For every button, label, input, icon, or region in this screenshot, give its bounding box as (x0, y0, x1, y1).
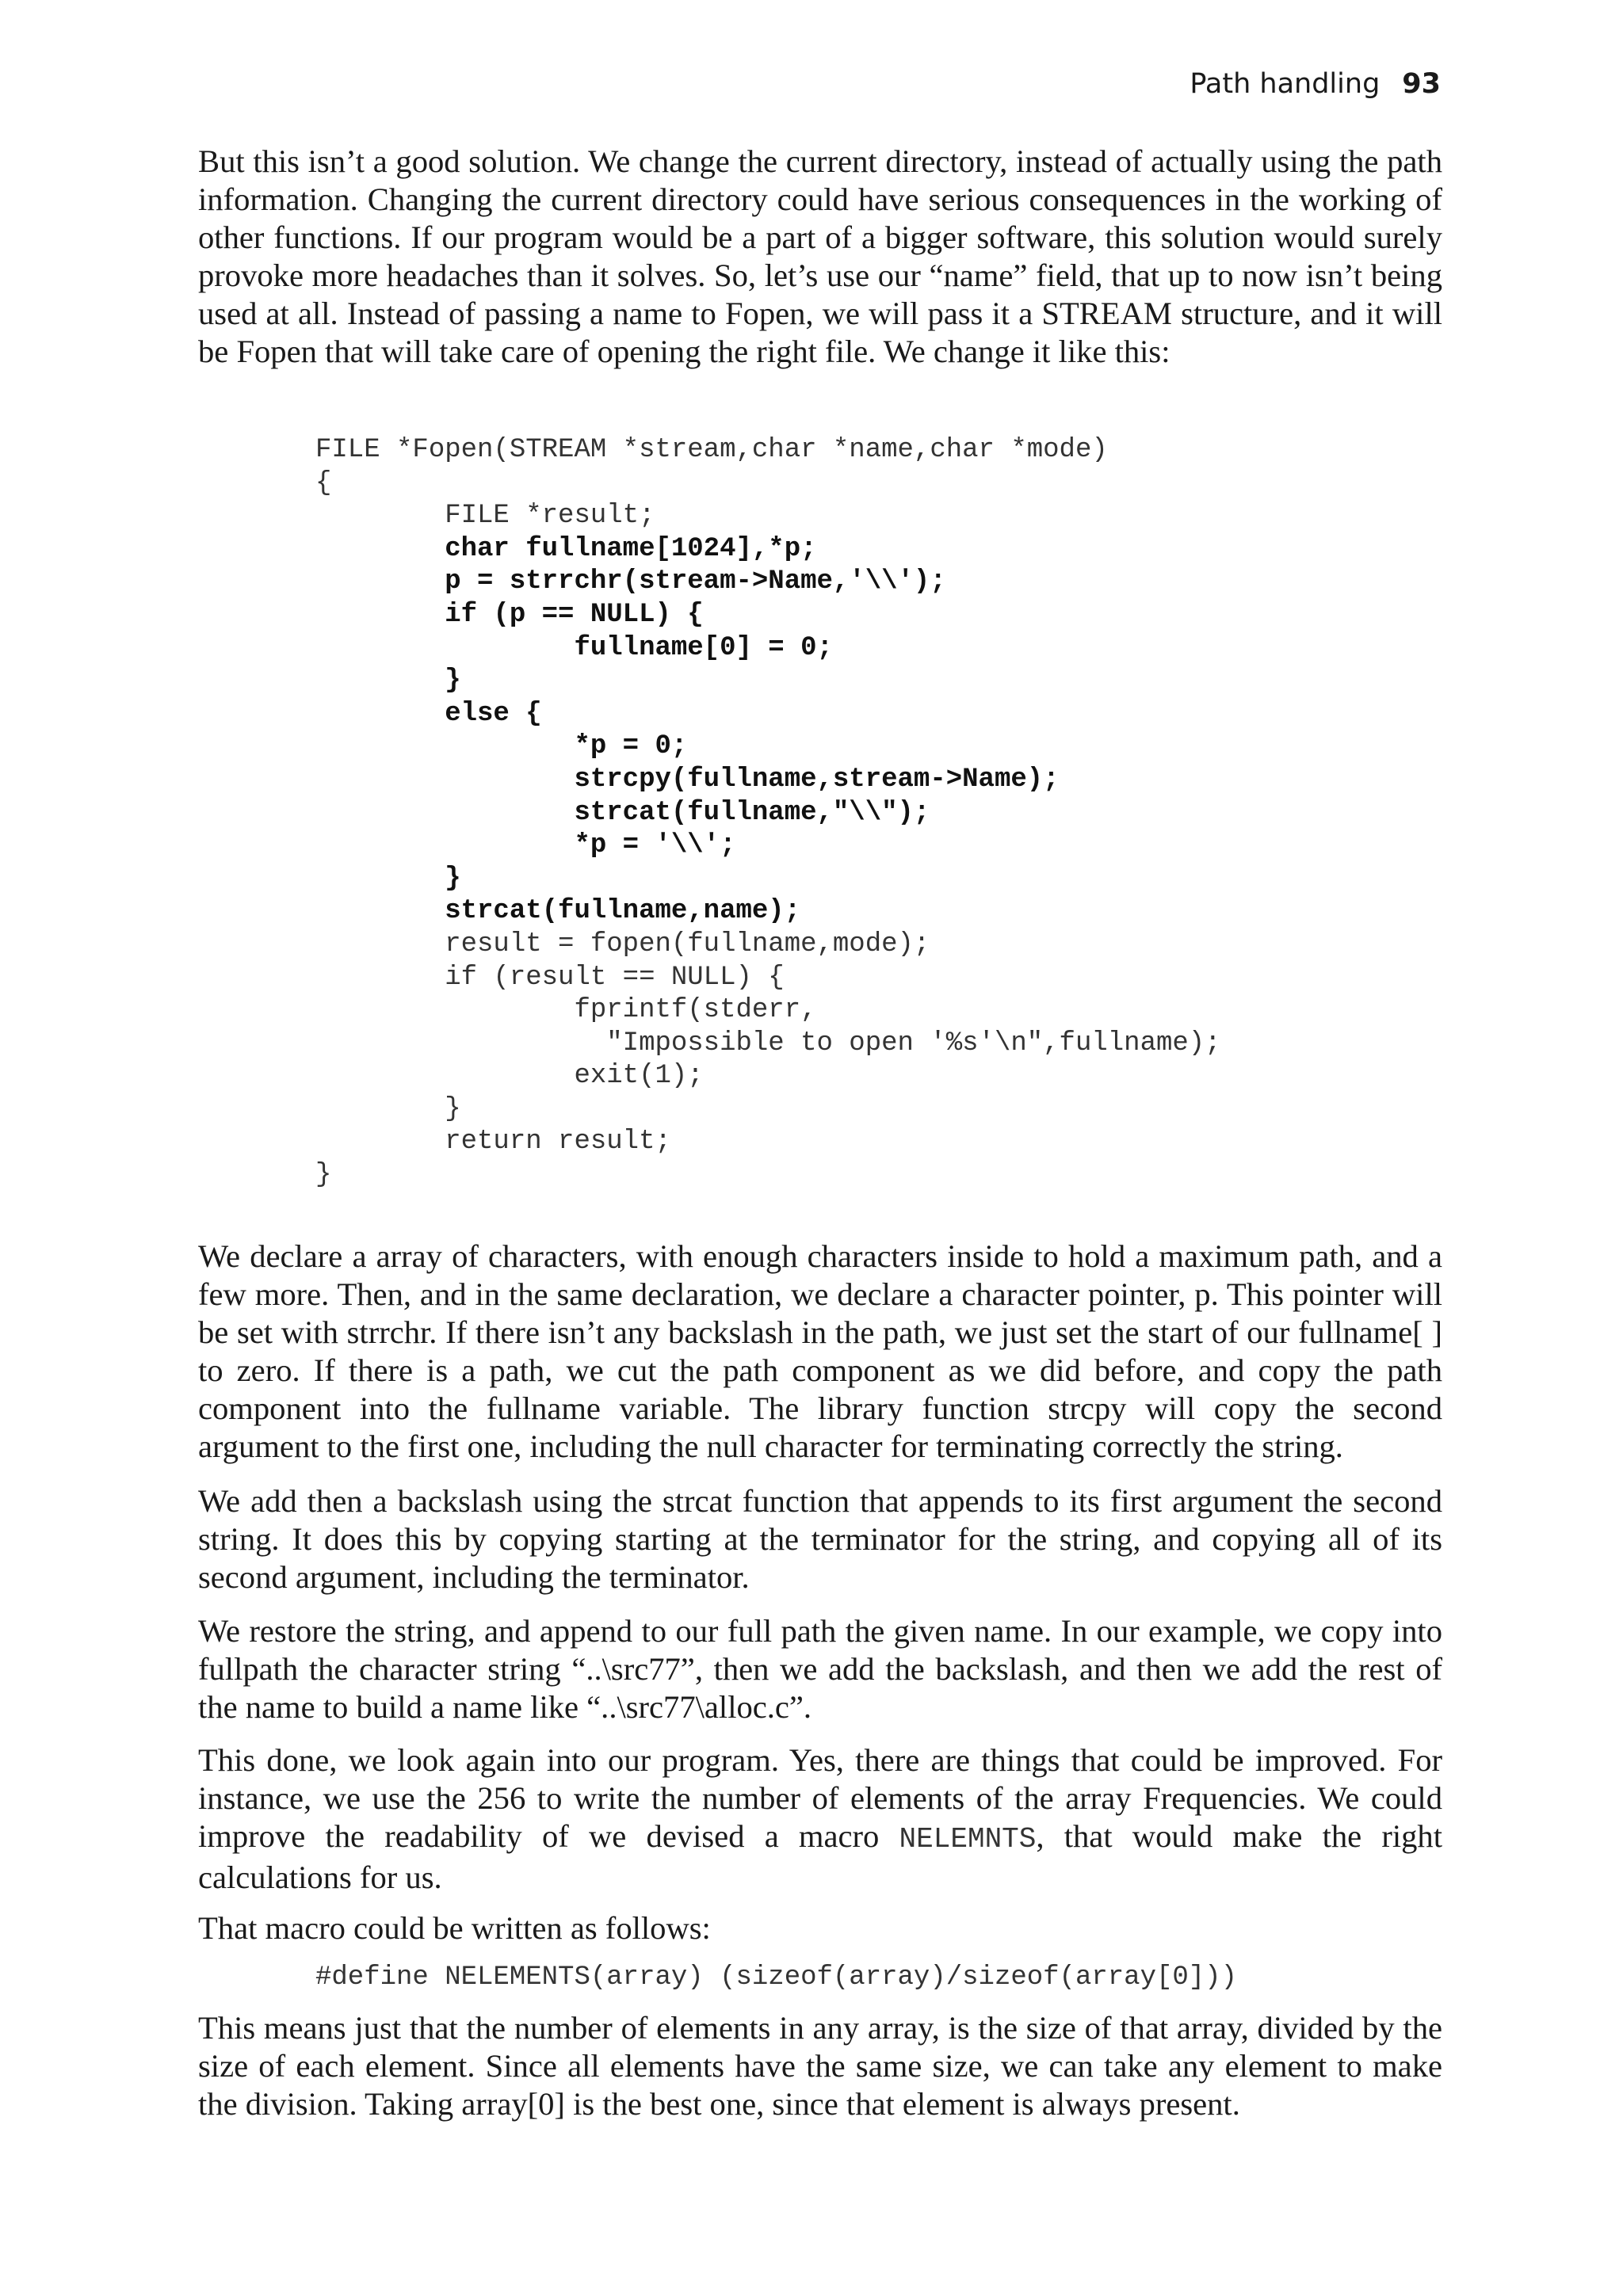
paragraph-macro-intro: That macro could be written as follows: (198, 1910, 711, 1946)
paragraph-text: , that would make the right calculations for us. (198, 1818, 1442, 1895)
code-line: } (315, 1160, 332, 1191)
code-line: return result; (315, 1127, 671, 1158)
paragraph-restore-string: We restore the string, and append to our full path the given name. In our example, we copy into fullpath the character string “..\src77”, then we add the backslash, and then we add the rest of the name to build a name like “..\src77\alloc.c”. (198, 1613, 1442, 1725)
code-line: result = fopen(fullname,mode); (315, 929, 930, 959)
code-line: strcat(fullname,"\\"); (315, 797, 930, 828)
paragraph-intro: But this isn’t a good solution. We change the current directory, instead of actually using the path information. Changing the current directory could have serious consequences in the working of other functions. If our program would be a part of a bigger software, this solution would surely provoke more headaches than it solves. So, let’s use our “name” field, that up to now isn’t being used at all. Instead of passing a name to Fopen, we will pass it a STREAM structure, and it will be Fopen that will take care of opening the right file. We change it like this: (198, 143, 1442, 369)
code-line: strcpy(fullname,stream->Name); (315, 764, 1060, 795)
code-line: { (315, 467, 332, 498)
code-line: exit(1); (315, 1061, 704, 1092)
code-line: } (315, 863, 461, 894)
paragraph-strcat: We add then a backslash using the strcat function that appends to its first argument the second string. It does this by copying starting at the terminator for the string, and copying all of its second argument, including the terminator. (198, 1483, 1442, 1595)
code-line: "Impossible to open '%s'\n",fullname); (315, 1028, 1221, 1058)
code-listing-fopen (198, 434, 1221, 1192)
code-line: strcat(fullname,name); (315, 896, 801, 927)
code-line: FILE *Fopen(STREAM *stream,char *name,char *mode) (315, 435, 1108, 465)
paragraph-improve-readability (198, 1741, 1442, 1897)
code-line: fprintf(stderr, (315, 995, 817, 1026)
code-line: } (315, 666, 461, 696)
code-line: else { (315, 698, 542, 729)
section-title: Path handling (1190, 68, 1381, 100)
code-line: if (result == NULL) { (315, 962, 785, 993)
paragraph-macro-explanation: This means just that the number of elements in any array, is the size of that array, divided by the size of each element. Since all elements have the same size, we can take any element to make the division. Taking array[0] is the best one, since that element is always present. (198, 2010, 1442, 2122)
running-head (1190, 68, 1441, 100)
code-line: *p = '\\'; (315, 830, 736, 861)
code-line: *p = 0; (315, 731, 688, 762)
paragraph-declare-array: We declare a array of characters, with enough characters inside to hold a maximum path, and a few more. Then, and in the same declaration, we declare a character pointer, p. This pointer will be set with strrchr. If there isn’t any backslash in the path, we just set the start of our fullname[ ] to zero. If there is a path, we cut the path component as we did before, and copy the path component into the fullname variable. The library function strcpy will copy the second argument to the first one, including the null character for terminating correctly the string. (198, 1238, 1442, 1464)
code-macro-definition: #define NELEMENTS(array) (sizeof(array)/sizeof(array[0])) (315, 1962, 1237, 1993)
code-line: char fullname[1024],*p; (315, 533, 817, 564)
code-line: if (p == NULL) { (315, 599, 704, 630)
page-number: 93 (1402, 68, 1441, 100)
paragraph-text: This done, we look again into our program. Yes, there are things that could be improved. For instance, we use the 256 to write the number of elements of the array Frequencies. We could improve the readability of we devised a macro (198, 1742, 1442, 1854)
code-line: FILE *result; (315, 501, 655, 532)
code-line: fullname[0] = 0; (315, 632, 833, 663)
inline-code-nelemnts: NELEMNTS (899, 1823, 1037, 1855)
code-line: p = strrchr(stream->Name,'\\'); (315, 566, 946, 597)
code-line: } (315, 1093, 461, 1124)
